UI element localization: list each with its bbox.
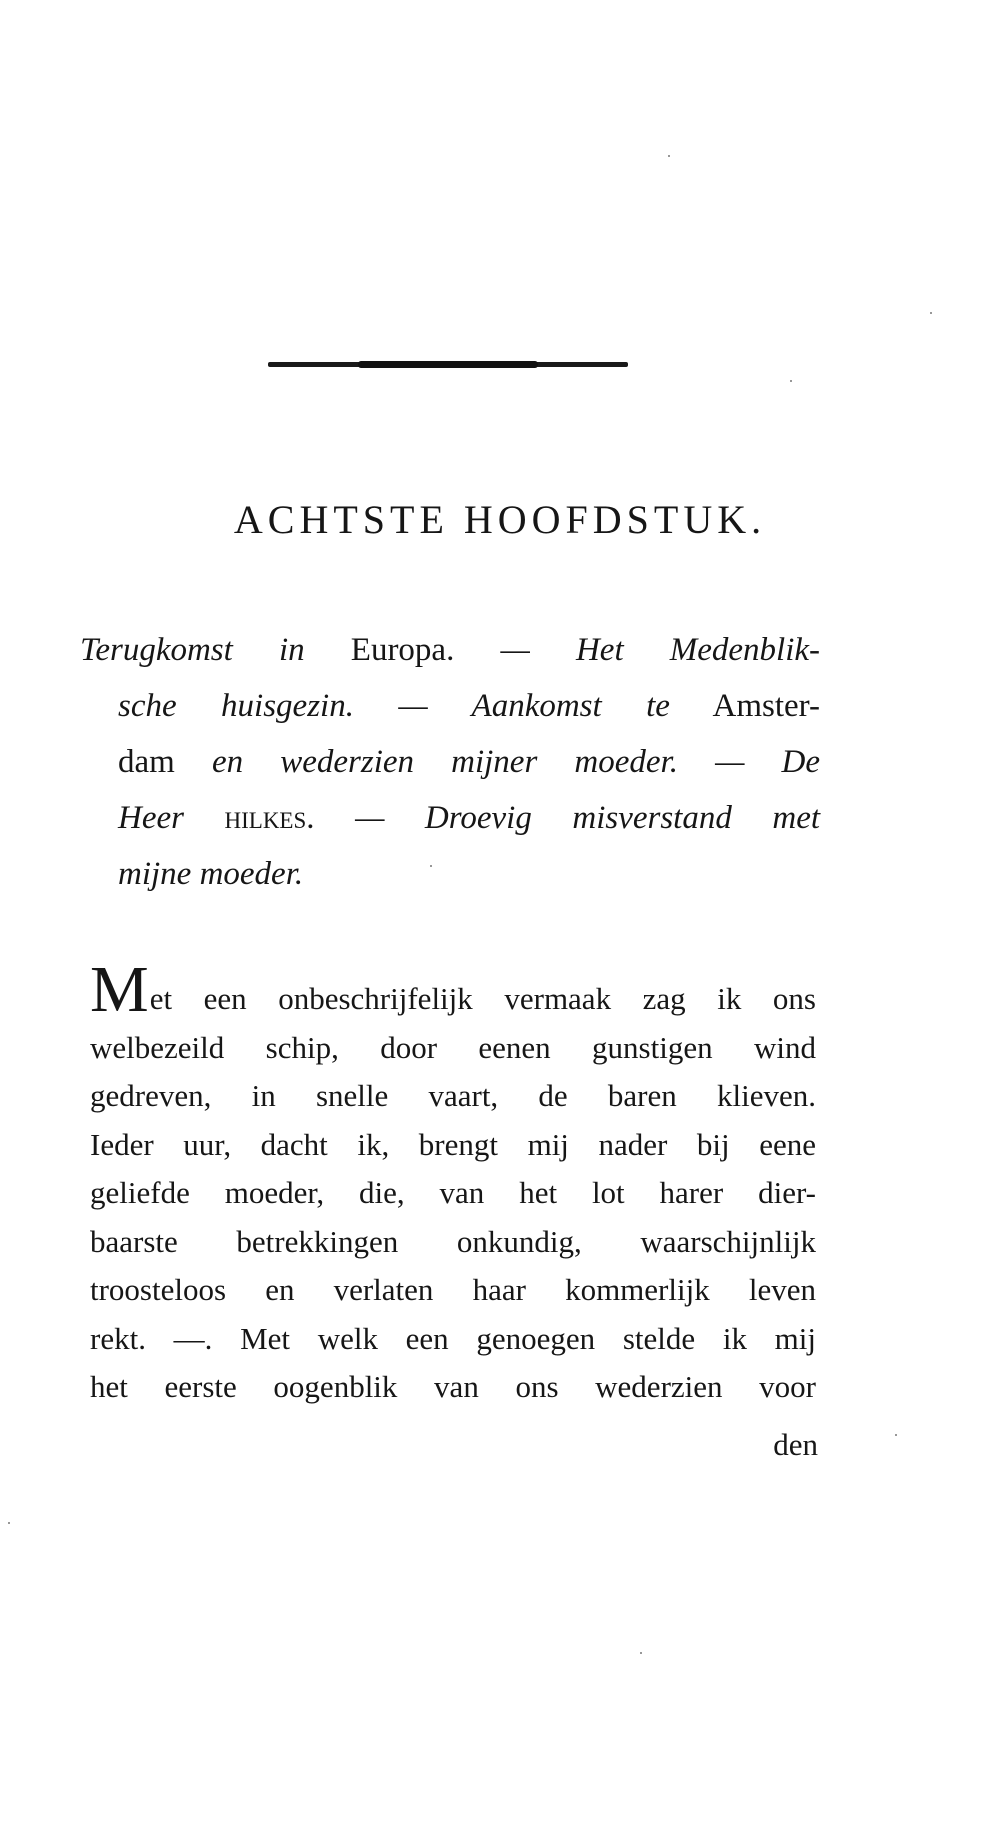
chapter-title: ACHTSTE HOOFDSTUK. [233, 497, 767, 542]
summary-text: Heer [118, 800, 184, 836]
paper-speck [930, 312, 932, 314]
paper-speck [430, 865, 432, 867]
body-paragraph [90, 953, 816, 1412]
summary-text: sche huisgezin. — Aankomst te [118, 688, 670, 724]
summary-text: Terugkomst in [80, 632, 305, 668]
summary-line [80, 846, 820, 902]
summary-text: Europa. [350, 632, 455, 668]
drop-cap: M [90, 953, 149, 1026]
paper-speck [8, 1522, 10, 1524]
summary-line [80, 622, 820, 678]
summary-line [80, 790, 820, 846]
summary-text: mijne moeder. [118, 856, 304, 892]
paper-speck [668, 155, 670, 157]
summary-text: dam [118, 744, 175, 780]
summary-text: — Droevig misverstand met [355, 800, 821, 836]
body-line: het eerste oogenblik van ons wederzien voor [90, 1369, 816, 1404]
body-line-text: et een onbeschrijfelijk vermaak zag ik ons [149, 981, 816, 1016]
body-line: Ieder uur, dacht ik, brengt mij nader bij eene [90, 1126, 816, 1162]
body-line: rekt. —. Met welk een genoegen stelde ik mij [90, 1320, 816, 1356]
summary-text: — Het Medenblik- [500, 632, 821, 668]
summary-line [80, 678, 820, 734]
body-line: baarste betrekkingen onkundig, waarschijnlijk [90, 1223, 816, 1259]
body-line: geliefde moeder, die, van het lot harer dier- [90, 1175, 816, 1210]
chapter-summary [80, 622, 820, 902]
catchword: den [773, 1427, 818, 1462]
summary-line [80, 734, 820, 790]
summary-text: hilkes. [224, 800, 315, 836]
ornamental-rule [268, 362, 628, 367]
paper-speck [640, 1652, 642, 1654]
body-line: gedreven, in snelle vaart, de baren klieven. [90, 1078, 816, 1113]
paper-speck [790, 380, 792, 382]
body-line: troosteloos en verlaten haar kommerlijk leven [90, 1272, 816, 1307]
body-line: welbezeild schip, door eenen gunstigen wind [90, 1029, 816, 1065]
summary-text: Amster- [712, 688, 820, 724]
paper-speck [895, 1434, 897, 1436]
summary-text: en wederzien mijner moeder. — De [211, 744, 821, 780]
body-line [90, 953, 816, 1026]
